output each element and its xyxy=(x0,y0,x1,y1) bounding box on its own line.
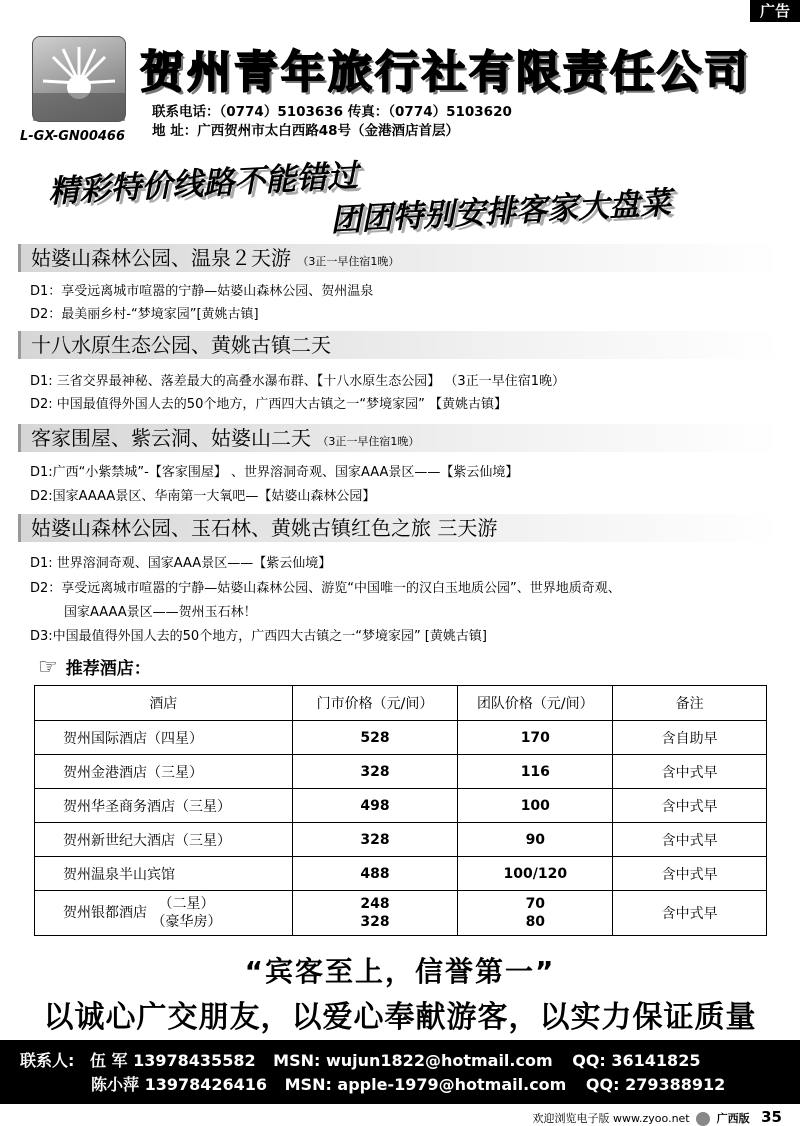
retail-price: 328 xyxy=(292,755,458,789)
group-price: 90 xyxy=(458,823,613,857)
motto-2: 以诚心广交朋友，以爱心奉献游客，以实力保证质量 xyxy=(43,1000,757,1035)
group-price: 100/120 xyxy=(458,857,613,891)
retail-price xyxy=(292,891,458,936)
msn-1: MSN: wujun1822@hotmail.com xyxy=(273,1051,553,1070)
retail-price: 328 xyxy=(292,823,458,857)
route-note: （3正一早住宿1晚） xyxy=(317,435,420,448)
header-hotel: 酒店 xyxy=(35,686,293,721)
route-line: D2: 中国最值得外国人去的50个地方，广西四大古镇之一“梦境家园” 【黄姚古镇】 xyxy=(30,397,507,412)
hotel-note: 含中式早 xyxy=(613,755,767,789)
route-title xyxy=(18,331,780,359)
hotel-note: 含中式早 xyxy=(613,857,767,891)
room-type-2: （豪华房） xyxy=(151,914,222,930)
route-line: D1：享受远离城市喧嚣的宁静—姑婆山森林公园、贺州温泉 xyxy=(30,284,374,299)
hotel-note: 含自助早 xyxy=(613,721,767,755)
hotel-note: 含中式早 xyxy=(613,823,767,857)
retail-price-2: 328 xyxy=(360,914,390,930)
qq-2: QQ: 279388912 xyxy=(585,1075,726,1094)
table-row xyxy=(35,823,767,857)
company-name: 贺州青年旅行社有限责任公司 xyxy=(140,47,751,98)
footer-line-2 xyxy=(91,1072,725,1095)
site-text: 欢迎浏览电子版 www.zyoo.net xyxy=(532,1112,690,1125)
group-price xyxy=(458,891,613,936)
retail-price: 488 xyxy=(292,857,458,891)
route-note: （3正一早住宿1晚） xyxy=(297,255,400,268)
room-type-1: （二星） xyxy=(158,896,215,912)
motto-1: “宾客至上，信誉第一” xyxy=(244,955,556,988)
contact-footer xyxy=(0,1040,800,1104)
contact-info: 联系电话：（0774）5103636 传真：（0774）5103620 xyxy=(152,104,512,120)
company-logo xyxy=(32,36,126,122)
route-title-text: 十八水原生态公园、黄姚古镇二天 xyxy=(31,333,331,357)
group-price-1: 70 xyxy=(525,896,546,912)
header-note: 备注 xyxy=(613,686,767,721)
route-title-text: 姑婆山森林公园、玉石林、黄姚古镇红色之旅 三天游 xyxy=(31,516,498,540)
msn-2: MSN: apple-1979@hotmail.com xyxy=(284,1075,567,1094)
slogan-2: 团团特别安排客家大盘菜 xyxy=(329,185,672,239)
group-price: 100 xyxy=(458,789,613,823)
route-title xyxy=(18,244,780,272)
route-title-text: 姑婆山森林公园、温泉２天游 xyxy=(31,246,291,270)
route-line: D1: 世界溶洞奇观、国家AAA景区——【紫云仙境】 xyxy=(30,556,332,571)
contact-person-1: 伍 军 13978435582 xyxy=(89,1051,256,1070)
edition: 广西版 xyxy=(716,1112,750,1125)
route-title-text: 客家围屋、紫云洞、姑婆山二天 xyxy=(31,426,311,450)
pointing-hand-icon: ☞ xyxy=(38,655,58,680)
slogan-1: 精彩特价线路不能错过 xyxy=(47,157,359,211)
route-line: D2:国家AAAA景区、华南第一大氧吧—【姑婆山森林公园】 xyxy=(30,489,376,504)
contact-label: 联系人: xyxy=(20,1051,75,1070)
retail-price: 498 xyxy=(292,789,458,823)
hotel-name-text: 贺州银都酒店 xyxy=(63,905,147,921)
retail-price-1: 248 xyxy=(360,896,390,912)
hotel-name: 贺州国际酒店（四星） xyxy=(35,721,293,755)
table-header-row xyxy=(35,686,767,721)
ad-tag: 广告 xyxy=(750,0,800,22)
footer-line-1 xyxy=(20,1048,700,1071)
hotel-section-title xyxy=(38,654,151,680)
address-info: 地 址：广西贺州市太白西路48号（金港酒店首层） xyxy=(152,123,459,139)
hotel-name: 贺州新世纪大酒店（三星） xyxy=(35,823,293,857)
route-line: D3:中国最值得外国人去的50个地方，广西四大古镇之一“梦境家园” [黄姚古镇] xyxy=(30,629,487,644)
page-footer xyxy=(533,1108,782,1126)
hotel-name xyxy=(35,891,293,936)
route-line: D1:广西“小紫禁城”-【客家围屋】 、世界溶洞奇观、国家AAA景区——【紫云仙境】 xyxy=(30,465,519,480)
route-line: D1: 三省交界最神秘、落差最大的高叠水瀑布群、【十八水原生态公园】 （3正一早住宿1晚） xyxy=(30,374,565,389)
hotel-name: 贺州华圣商务酒店（三星） xyxy=(35,789,293,823)
route-line: D2：最美丽乡村-“梦境家园”[黄姚古镇] xyxy=(30,307,259,322)
hotel-note: 含中式早 xyxy=(613,789,767,823)
route-title xyxy=(18,514,780,542)
hotel-note: 含中式早 xyxy=(613,891,767,936)
qq-1: QQ: 36141825 xyxy=(572,1051,701,1070)
table-row xyxy=(35,789,767,823)
table-row xyxy=(35,891,767,936)
table-row xyxy=(35,755,767,789)
table-row xyxy=(35,721,767,755)
hotel-section-label: 推荐酒店： xyxy=(65,659,151,679)
route-line: D2：享受远离城市喧嚣的宁静—姑婆山森林公园、游览“中国唯一的汉白玉地质公园”、世界地质奇观、 xyxy=(30,581,621,596)
route-line: 国家AAAA景区——贺州玉石林！ xyxy=(64,605,257,620)
table-row xyxy=(35,857,767,891)
hotel-name: 贺州温泉半山宾馆 xyxy=(35,857,293,891)
contact-person-2: 陈小萍 13978426416 xyxy=(91,1075,268,1094)
edition-icon xyxy=(696,1112,710,1126)
license-number: L-GX-GN00466 xyxy=(20,129,126,144)
group-price: 170 xyxy=(458,721,613,755)
group-price: 116 xyxy=(458,755,613,789)
hotel-name: 贺州金港酒店（三星） xyxy=(35,755,293,789)
retail-price: 528 xyxy=(292,721,458,755)
group-price-2: 80 xyxy=(525,914,546,930)
header-group-price: 团队价格（元/间） xyxy=(458,686,613,721)
route-title xyxy=(18,424,780,452)
hotel-table xyxy=(34,685,767,936)
page-number: 35 xyxy=(761,1108,782,1126)
header-retail-price: 门市价格（元/间） xyxy=(292,686,458,721)
